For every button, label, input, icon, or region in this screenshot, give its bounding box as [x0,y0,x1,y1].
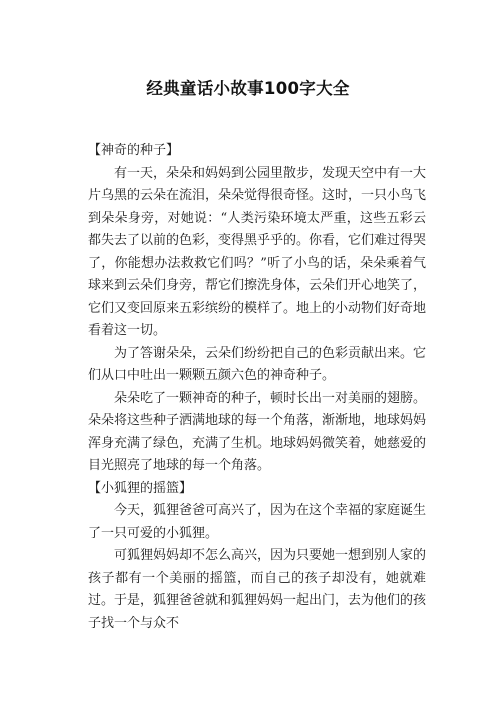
story-paragraph: 朵朵吃了一颗神奇的种子，顿时长出一对美丽的翅膀。朵朵将这些种子洒满地球的每一个角落，渐渐地，地球妈妈浑身充满了绿色，充满了生机。地球妈妈微笑着，她慈爱的目光照亮了地球的每一个角落。 [88,390,427,473]
story-paragraph: 为了答谢朵朵，云朵们纷纷把自己的色彩贡献出来。它们从口中吐出一颗颗五颜六色的神奇种子。 [88,345,427,383]
document-body [88,140,426,635]
section-heading-magic-seed: 【神奇的种子】 [88,143,180,158]
document-title: 经典童话小故事100字大全 [146,79,350,98]
story-paragraph: 有一天，朵朵和妈妈到公园里散步，发现天空中有一大片乌黑的云朵在流泪，朵朵觉得很奇怪。这时，一只小鸟飞到朵朵身旁，对她说：“人类污染环境太严重，这些五彩云都失去了以前的色彩，变得黑乎乎的。你看，它们难过得哭了，你能想办法救救它们吗？”听了小鸟的话，朵朵乘着气球来到云朵们身旁，帮它们擦洗身体，云朵们开心地笑了，它们又变回原来五彩缤纷的模样了。地上的小动物们好奇地看着这一切。 [88,165,427,338]
story-paragraph: 今天，狐狸爸爸可高兴了，因为在这个幸福的家庭诞生了一只可爱的小狐狸。 [88,503,427,541]
section-heading-fox-cradle: 【小狐狸的摇篮】 [88,480,193,496]
story-paragraph: 可狐狸妈妈却不怎么高兴，因为只要她一想到别人家的孩子都有一个美丽的摇篮，而自己的孩子却没有，她就难过。于是，狐狸爸爸就和狐狸妈妈一起出门，去为他们的孩子找一个与众不 [88,548,427,631]
